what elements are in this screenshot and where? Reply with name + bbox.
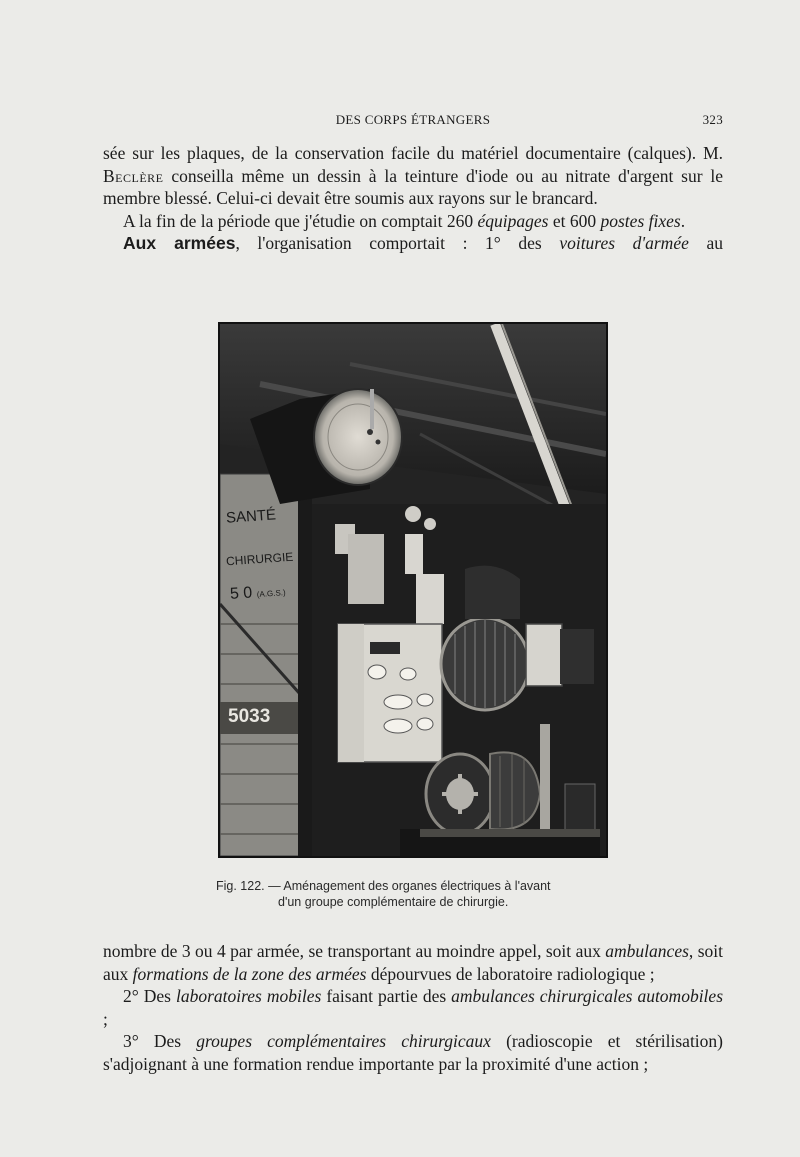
italic-term: groupes complémentaires chirurgicaux — [196, 1031, 491, 1052]
italic-term: ambulances — [605, 941, 689, 961]
italic-term: formations de la zone des armées — [132, 963, 367, 984]
body-text-bottom — [103, 940, 723, 1076]
page-number: 323 — [702, 112, 723, 127]
paragraph — [103, 1030, 723, 1075]
text-run: au — [688, 233, 723, 254]
text-run: dépourvues de laboratoire radiologique ; — [366, 963, 655, 984]
italic-term: ambulances chirurgicales automobiles — [451, 986, 724, 1007]
text-run: 3° Des — [123, 1031, 197, 1052]
italic-term: voitures d'armée — [559, 233, 689, 254]
signage-line-number — [229, 582, 286, 604]
figure-photograph — [218, 322, 608, 858]
bold-heading-run: Aux armées — [123, 233, 236, 254]
signage-line-sante: SANTÉ — [225, 506, 277, 527]
text-run: 2° Des — [123, 986, 176, 1007]
figure-caption — [216, 878, 626, 910]
signage-line-chirurgie: CHIRURGIE — [225, 549, 294, 569]
italic-term: postes fixes — [600, 210, 681, 231]
text-run: A la fin de la période que j'étudie on comptait 260 — [123, 210, 478, 231]
text-run: sée sur les plaques, de la conservation facile du matériel documentaire (calques). M. — [103, 143, 723, 163]
paragraph — [103, 142, 723, 210]
body-text-top — [103, 142, 723, 255]
text-run: et 600 — [548, 210, 601, 231]
italic-term: laboratoires mobiles — [175, 986, 322, 1007]
caption-line: d'un groupe complémentaire de chirurgie. — [278, 895, 509, 909]
running-header — [103, 112, 723, 132]
text-run: faisant partie des — [321, 986, 452, 1007]
signage-unit-number: 5 0 — [229, 584, 253, 603]
running-title: DES CORPS ÉTRANGERS — [335, 112, 491, 127]
paragraph — [103, 985, 723, 1030]
author-name: Beclère — [103, 165, 164, 186]
paragraph — [103, 232, 723, 255]
paragraph — [103, 940, 723, 985]
caption-line: Fig. 122. — Aménagement des organes électriques à l'avant — [216, 879, 551, 893]
text-run: ; — [103, 1008, 108, 1029]
italic-term: équipages — [477, 210, 549, 231]
car-number: 5033 — [228, 706, 271, 727]
text-run: nombre de 3 ou 4 par armée, se transportant au moindre appel, soit aux — [103, 941, 606, 961]
signage-unit-code: (A.G.S.) — [256, 588, 286, 600]
text-run: (radioscopie et stérilisation) s'adjoignant à une formation rendue importante par la proximité d'une action ; — [103, 1031, 723, 1074]
text-run: . — [680, 210, 686, 231]
paragraph — [103, 210, 723, 233]
text-run: , l'organisation comportait : 1° des — [235, 233, 560, 254]
text-run: conseilla même un dessin à la teinture d'iode ou au nitrate d'argent sur le membre blessé. Celui-ci devait être soumis aux rayons sur le brancard. — [103, 165, 723, 209]
car-signage — [224, 502, 296, 752]
text-run: , soit aux — [103, 941, 723, 984]
